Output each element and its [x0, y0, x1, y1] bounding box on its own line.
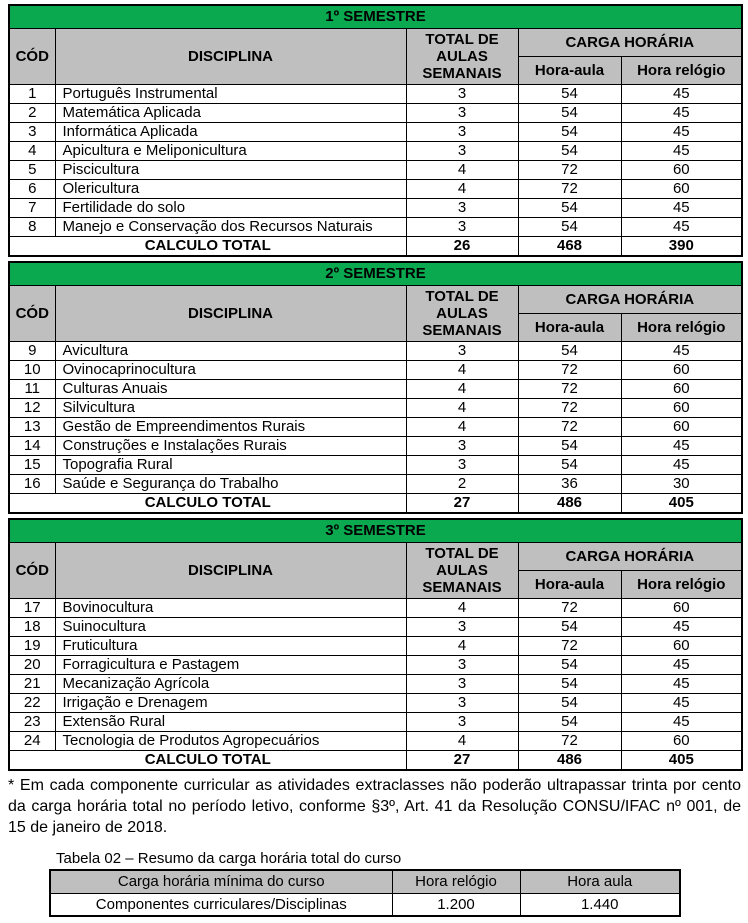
row-aulas-semanais: 4 — [406, 731, 518, 750]
row-cod: 5 — [9, 160, 55, 179]
total-label: CALCULO TOTAL — [9, 750, 406, 770]
row-aulas-semanais: 4 — [406, 360, 518, 379]
column-header-disciplina: DISCIPLINA — [55, 542, 406, 598]
row-aulas-semanais: 3 — [406, 712, 518, 731]
row-disciplina: Forragicultura e Pastagem — [55, 655, 406, 674]
row-cod: 17 — [9, 598, 55, 617]
summary-hora-relogio-value: 1.200 — [392, 893, 520, 916]
table-row — [9, 160, 742, 179]
row-hora-relogio: 45 — [621, 217, 742, 236]
table-row — [9, 141, 742, 160]
row-hora-relogio: 45 — [621, 103, 742, 122]
column-header-total-aulas-semanais: TOTAL DE AULAS SEMANAIS — [406, 28, 518, 84]
row-aulas-semanais: 4 — [406, 379, 518, 398]
row-cod: 24 — [9, 731, 55, 750]
row-aulas-semanais: 3 — [406, 103, 518, 122]
row-aulas-semanais: 4 — [406, 417, 518, 436]
row-cod: 4 — [9, 141, 55, 160]
row-cod: 18 — [9, 617, 55, 636]
summary-row — [50, 893, 680, 916]
column-header-hora-aula: Hora-aula — [518, 570, 621, 598]
row-hora-relogio: 60 — [621, 731, 742, 750]
row-aulas-semanais: 2 — [406, 474, 518, 493]
row-cod: 9 — [9, 341, 55, 360]
row-disciplina: Suinocultura — [55, 617, 406, 636]
total-hora-relogio-value: 390 — [621, 236, 742, 256]
row-hora-aula: 54 — [518, 122, 621, 141]
row-hora-aula: 54 — [518, 617, 621, 636]
semester-table — [8, 261, 743, 514]
column-header-cod: CÓD — [9, 285, 55, 341]
row-hora-aula: 72 — [518, 160, 621, 179]
summary-hora-aula-value: 1.440 — [520, 893, 680, 916]
semester-table — [8, 518, 743, 771]
row-hora-relogio: 45 — [621, 655, 742, 674]
table-row — [9, 693, 742, 712]
table-row — [9, 636, 742, 655]
table-row — [9, 617, 742, 636]
semester-tables — [8, 4, 741, 771]
summary-header-hora-relogio: Hora relógio — [392, 870, 520, 893]
column-header-total-aulas-semanais: TOTAL DE AULAS SEMANAIS — [406, 285, 518, 341]
row-hora-relogio: 60 — [621, 398, 742, 417]
table-row — [9, 455, 742, 474]
row-hora-aula: 54 — [518, 217, 621, 236]
total-row — [9, 236, 742, 256]
row-hora-aula: 54 — [518, 141, 621, 160]
column-header-row-1 — [9, 285, 742, 313]
row-disciplina: Matemática Aplicada — [55, 103, 406, 122]
table-row — [9, 436, 742, 455]
row-hora-relogio: 45 — [621, 198, 742, 217]
row-aulas-semanais: 4 — [406, 636, 518, 655]
table-row — [9, 122, 742, 141]
column-header-hora-aula: Hora-aula — [518, 313, 621, 341]
row-cod: 11 — [9, 379, 55, 398]
total-hora-aula-value: 486 — [518, 493, 621, 513]
summary-caption: Tabela 02 – Resumo da carga horária total do curso — [56, 850, 402, 867]
row-disciplina: Ovinocaprinocultura — [55, 360, 406, 379]
row-cod: 19 — [9, 636, 55, 655]
row-cod: 16 — [9, 474, 55, 493]
row-hora-relogio: 45 — [621, 674, 742, 693]
row-hora-relogio: 60 — [621, 360, 742, 379]
summary-body — [50, 893, 680, 916]
row-hora-aula: 72 — [518, 398, 621, 417]
total-hora-aula-value: 486 — [518, 750, 621, 770]
row-cod: 21 — [9, 674, 55, 693]
row-cod: 8 — [9, 217, 55, 236]
row-hora-aula: 72 — [518, 360, 621, 379]
table-row — [9, 674, 742, 693]
total-label: CALCULO TOTAL — [9, 493, 406, 513]
total-aulas-value: 27 — [406, 750, 518, 770]
row-cod: 3 — [9, 122, 55, 141]
row-aulas-semanais: 3 — [406, 122, 518, 141]
semester-title: 1º SEMESTRE — [9, 5, 742, 28]
row-hora-aula: 36 — [518, 474, 621, 493]
row-disciplina: Silvicultura — [55, 398, 406, 417]
column-header-total-aulas-semanais: TOTAL DE AULAS SEMANAIS — [406, 542, 518, 598]
total-label: CALCULO TOTAL — [9, 236, 406, 256]
column-header-cod: CÓD — [9, 542, 55, 598]
row-cod: 13 — [9, 417, 55, 436]
row-disciplina: Piscicultura — [55, 160, 406, 179]
total-row — [9, 750, 742, 770]
row-disciplina: Topografia Rural — [55, 455, 406, 474]
row-hora-aula: 72 — [518, 379, 621, 398]
table-row — [9, 379, 742, 398]
table-row — [9, 417, 742, 436]
row-cod: 6 — [9, 179, 55, 198]
row-hora-aula: 72 — [518, 598, 621, 617]
row-aulas-semanais: 4 — [406, 179, 518, 198]
row-hora-relogio: 60 — [621, 598, 742, 617]
table-row — [9, 179, 742, 198]
row-hora-relogio: 60 — [621, 636, 742, 655]
column-header-disciplina: DISCIPLINA — [55, 285, 406, 341]
row-hora-relogio: 60 — [621, 379, 742, 398]
row-aulas-semanais: 3 — [406, 436, 518, 455]
row-cod: 2 — [9, 103, 55, 122]
summary-block — [8, 850, 741, 917]
column-header-row-1 — [9, 28, 742, 56]
total-aulas-value: 26 — [406, 236, 518, 256]
row-hora-relogio: 30 — [621, 474, 742, 493]
row-disciplina: Tecnologia de Produtos Agropecuários — [55, 731, 406, 750]
column-header-hora-relogio: Hora relógio — [621, 313, 742, 341]
row-aulas-semanais: 4 — [406, 160, 518, 179]
row-hora-aula: 54 — [518, 103, 621, 122]
row-disciplina: Manejo e Conservação dos Recursos Naturais — [55, 217, 406, 236]
row-aulas-semanais: 3 — [406, 617, 518, 636]
footnote: * Em cada componente curricular as atividades extraclasses não poderão ultrapassar trinta por cento da carga horária total no período letivo, conforme §3º, Art. 41 da Resolução CONSU/IFAC nº 001, de 15 de janeiro de 2018. — [8, 777, 741, 836]
semester-title-row — [9, 262, 742, 285]
total-hora-aula-value: 468 — [518, 236, 621, 256]
row-hora-aula: 54 — [518, 712, 621, 731]
summary-table — [49, 869, 681, 917]
row-aulas-semanais: 3 — [406, 341, 518, 360]
row-disciplina: Avicultura — [55, 341, 406, 360]
row-disciplina: Gestão de Empreendimentos Rurais — [55, 417, 406, 436]
row-disciplina: Bovinocultura — [55, 598, 406, 617]
table-row — [9, 360, 742, 379]
semester-title-row — [9, 519, 742, 542]
row-aulas-semanais: 3 — [406, 84, 518, 103]
row-aulas-semanais: 4 — [406, 398, 518, 417]
semester-rows — [9, 341, 742, 493]
semester-title-row — [9, 5, 742, 28]
table-row — [9, 474, 742, 493]
row-aulas-semanais: 3 — [406, 217, 518, 236]
column-header-hora-relogio: Hora relógio — [621, 570, 742, 598]
table-row — [9, 598, 742, 617]
total-row — [9, 493, 742, 513]
table-row — [9, 712, 742, 731]
row-cod: 23 — [9, 712, 55, 731]
table-row — [9, 341, 742, 360]
row-disciplina: Construções e Instalações Rurais — [55, 436, 406, 455]
row-aulas-semanais: 3 — [406, 655, 518, 674]
row-disciplina: Apicultura e Meliponicultura — [55, 141, 406, 160]
row-disciplina: Fruticultura — [55, 636, 406, 655]
row-hora-aula: 54 — [518, 674, 621, 693]
row-cod: 7 — [9, 198, 55, 217]
summary-header-row — [50, 870, 680, 893]
column-header-row-1 — [9, 542, 742, 570]
table-row — [9, 398, 742, 417]
semester-title: 2º SEMESTRE — [9, 262, 742, 285]
row-hora-aula: 72 — [518, 179, 621, 198]
row-hora-relogio: 60 — [621, 417, 742, 436]
table-row — [9, 103, 742, 122]
row-cod: 14 — [9, 436, 55, 455]
row-hora-relogio: 45 — [621, 122, 742, 141]
row-hora-relogio: 45 — [621, 436, 742, 455]
total-hora-relogio-value: 405 — [621, 493, 742, 513]
row-hora-relogio: 45 — [621, 455, 742, 474]
row-disciplina: Olericultura — [55, 179, 406, 198]
semester-title: 3º SEMESTRE — [9, 519, 742, 542]
row-aulas-semanais: 3 — [406, 693, 518, 712]
semester-rows — [9, 84, 742, 236]
row-hora-aula: 72 — [518, 731, 621, 750]
table-row — [9, 198, 742, 217]
row-hora-relogio: 45 — [621, 617, 742, 636]
summary-header-carga-minima: Carga horária mínima do curso — [50, 870, 392, 893]
row-hora-aula: 54 — [518, 84, 621, 103]
column-header-carga-horaria: CARGA HORÁRIA — [518, 28, 742, 56]
row-cod: 20 — [9, 655, 55, 674]
row-hora-relogio: 45 — [621, 712, 742, 731]
row-hora-relogio: 60 — [621, 179, 742, 198]
total-aulas-value: 27 — [406, 493, 518, 513]
total-hora-relogio-value: 405 — [621, 750, 742, 770]
row-hora-relogio: 45 — [621, 84, 742, 103]
row-disciplina: Extensão Rural — [55, 712, 406, 731]
row-aulas-semanais: 3 — [406, 198, 518, 217]
row-hora-aula: 72 — [518, 636, 621, 655]
table-row — [9, 84, 742, 103]
column-header-carga-horaria: CARGA HORÁRIA — [518, 542, 742, 570]
row-disciplina: Saúde e Segurança do Trabalho — [55, 474, 406, 493]
row-cod: 15 — [9, 455, 55, 474]
column-header-carga-horaria: CARGA HORÁRIA — [518, 285, 742, 313]
table-row — [9, 731, 742, 750]
semester-table — [8, 4, 743, 257]
row-hora-aula: 72 — [518, 417, 621, 436]
semester-rows — [9, 598, 742, 750]
column-header-disciplina: DISCIPLINA — [55, 28, 406, 84]
row-aulas-semanais: 3 — [406, 674, 518, 693]
row-hora-aula: 54 — [518, 198, 621, 217]
column-header-hora-aula: Hora-aula — [518, 56, 621, 84]
row-hora-aula: 54 — [518, 655, 621, 674]
row-hora-aula: 54 — [518, 341, 621, 360]
summary-row-label: Componentes curriculares/Disciplinas — [50, 893, 392, 916]
row-disciplina: Irrigação e Drenagem — [55, 693, 406, 712]
row-disciplina: Informática Aplicada — [55, 122, 406, 141]
row-hora-aula: 54 — [518, 436, 621, 455]
row-hora-aula: 54 — [518, 693, 621, 712]
row-hora-relogio: 45 — [621, 141, 742, 160]
row-disciplina: Mecanização Agrícola — [55, 674, 406, 693]
row-disciplina: Culturas Anuais — [55, 379, 406, 398]
row-disciplina: Português Instrumental — [55, 84, 406, 103]
column-header-cod: CÓD — [9, 28, 55, 84]
row-cod: 22 — [9, 693, 55, 712]
summary-header-hora-aula: Hora aula — [520, 870, 680, 893]
row-hora-relogio: 45 — [621, 341, 742, 360]
table-row — [9, 217, 742, 236]
column-header-hora-relogio: Hora relógio — [621, 56, 742, 84]
row-cod: 1 — [9, 84, 55, 103]
row-hora-aula: 54 — [518, 455, 621, 474]
row-hora-relogio: 60 — [621, 160, 742, 179]
table-row — [9, 655, 742, 674]
row-hora-relogio: 45 — [621, 693, 742, 712]
row-cod: 12 — [9, 398, 55, 417]
row-aulas-semanais: 3 — [406, 455, 518, 474]
row-disciplina: Fertilidade do solo — [55, 198, 406, 217]
row-cod: 10 — [9, 360, 55, 379]
row-aulas-semanais: 3 — [406, 141, 518, 160]
row-aulas-semanais: 4 — [406, 598, 518, 617]
